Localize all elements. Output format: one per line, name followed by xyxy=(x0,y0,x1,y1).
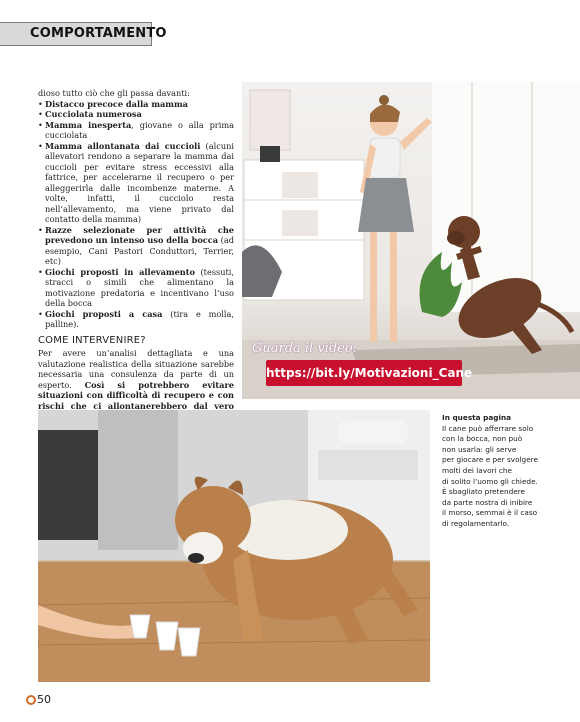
list-item: • Mamma inesperta, giovane o alla prima cucciolata xyxy=(38,120,234,141)
photo-dog-cups xyxy=(38,410,430,682)
list-item: • Giochi proposti in allevamento (tessuti, stracci o simili che alimentano la motivazione predatoria e incentivano l’uso della bocca xyxy=(38,267,234,309)
cause-list xyxy=(38,99,234,330)
caption-title: In questa pagina xyxy=(442,413,512,422)
caption-line: con la bocca, non può xyxy=(442,434,523,444)
caption-line: di solito l’uomo gli chiede. xyxy=(442,476,538,486)
body-paragraph: Per avere un’analisi dettagliata e una valutazione realistica della situazione sarebbe necessaria una consulenza da parte di un esperto. Così si potrebbero evitare situazioni con difficoltà di recupero e con rischi che ci allontanerebbero dal vero xyxy=(38,348,234,411)
caption-line: di regolamentarlo. xyxy=(442,518,510,528)
list-item: • Cucciolata numerosa xyxy=(38,109,234,120)
video-label: Guarda il video: xyxy=(252,341,358,356)
list-item: • Razze selezionate per attività che prevedono un intenso uso della bocca (ad esempio, Cani Pastori Conduttori, Terrier, etc) xyxy=(38,225,234,267)
caption-line: il morso, semmai è il caso xyxy=(442,508,538,518)
list-item: • Distacco precoce dalla mamma xyxy=(38,99,234,110)
section-title: COMPORTAMENTO xyxy=(30,26,167,41)
photo-dog-cups-illustration xyxy=(38,410,430,682)
article-column xyxy=(38,88,234,453)
video-link[interactable]: https://bit.ly/Motivazioni_Cane xyxy=(266,360,462,386)
magazine-logo-icon xyxy=(26,695,36,705)
caption-line: per giocare e per svolgere xyxy=(442,455,539,465)
intro-text: dioso tutto ciò che gli passa davanti: xyxy=(38,88,190,98)
caption-line: da parte nostra di inibire xyxy=(442,497,533,507)
caption-line: non usarla: gli serve xyxy=(442,444,517,454)
list-item: • Mamma allontanata dai cuccioli (alcuni allevatori rendono a separare la mamma dai cuccioli per evitare stress eccessivi alla fattrice, per accelerarne il recupero o per alleggerirla dalle incombenze materne. A volte, infatti, il cucciolo resta nell’allevamento, ma viene privato dal contatto della mamma) xyxy=(38,141,234,225)
caption-line: Il cane può afferrare solo xyxy=(442,423,534,433)
photo-caption xyxy=(442,413,562,530)
list-item: • Giochi proposti a casa (tira e molla, palline). xyxy=(38,309,234,330)
section-header xyxy=(0,22,167,46)
caption-line: molti dei lavori che xyxy=(442,465,513,475)
section-heading: COME INTERVENIRE? xyxy=(38,334,146,346)
caption-line: È sbagliato pretendere xyxy=(442,487,526,497)
page-number: 50 xyxy=(26,693,51,706)
